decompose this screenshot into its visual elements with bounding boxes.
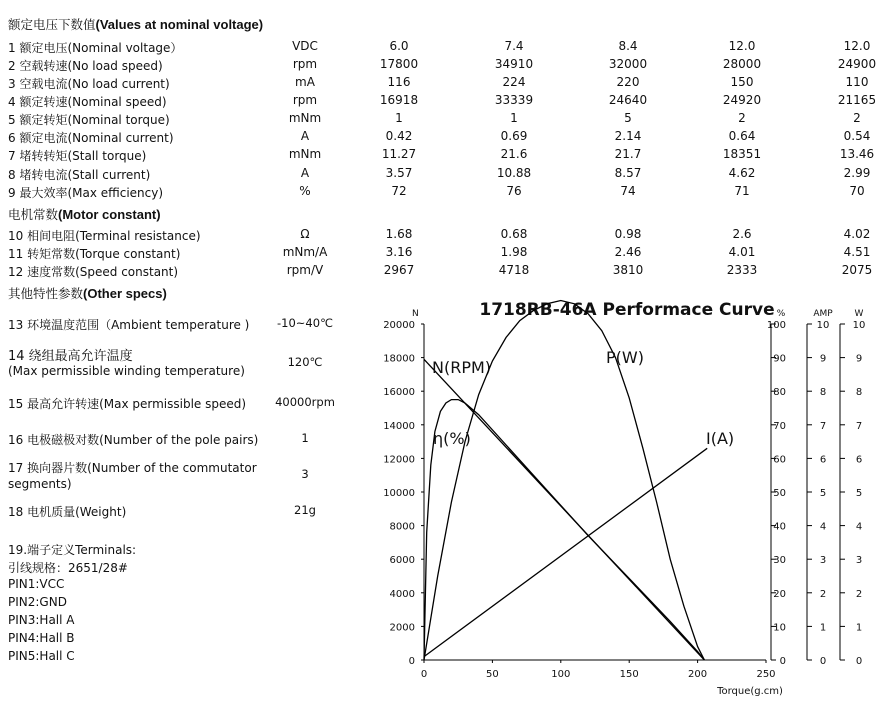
y-amp-axis-tick-label: 0	[819, 656, 827, 667]
row-label: 11 转矩常数(Torque constant)	[8, 247, 181, 261]
y-amp-axis-tick-label: 6	[819, 454, 827, 466]
spec-17-label: 17 换向器片数(Number of the commutator	[8, 461, 257, 475]
series-label-1: I(A)	[706, 429, 735, 448]
row-label: 6 额定电流(Nominal current)	[8, 131, 174, 145]
y-w-axis-tick-label: 0	[855, 656, 863, 667]
row-value: 24640	[608, 93, 648, 107]
x-tick-label: 50	[486, 669, 499, 680]
row-value: 76	[506, 184, 522, 198]
row-value: 6.0	[389, 39, 409, 53]
row-value: 4.62	[728, 166, 756, 180]
row-unit: A	[300, 129, 310, 143]
terminal-pin-2: PIN2:GND	[8, 595, 67, 609]
terminals-title: 19.端子定义Terminals:	[8, 543, 137, 557]
spec-14-label-en: (Max permissible winding temperature)	[8, 364, 245, 378]
row-value: 12.0	[728, 39, 756, 53]
y-pct-axis-tick-label: 100	[766, 320, 786, 331]
row-unit: Ω	[300, 227, 310, 241]
row-value: 2.6	[732, 227, 752, 241]
row-value: 110	[845, 75, 869, 89]
spec-13-label: 13 环境温度范围（Ambient temperature )	[8, 318, 250, 332]
row-value: 2967	[383, 263, 415, 277]
row-value: 1	[395, 111, 403, 125]
row-value: 21.7	[614, 147, 642, 161]
row-value: 34910	[494, 57, 534, 71]
row-unit: mNm	[288, 147, 322, 161]
row-value: 18351	[722, 147, 762, 161]
row-value: 13.46	[839, 147, 875, 161]
series-curve-2	[424, 301, 704, 661]
y-w-axis-tick-label: 5	[855, 488, 863, 499]
terminal-pin-1: PIN1:VCC	[8, 577, 65, 591]
y-amp-axis-tick-label: 2	[819, 588, 827, 600]
row-value: 70	[849, 184, 865, 198]
spec-15-value: 40000rpm	[275, 395, 335, 409]
row-value: 16918	[379, 93, 419, 107]
row-unit: A	[300, 166, 310, 180]
y-left-unit: N	[412, 309, 419, 319]
row-value: 71	[734, 184, 750, 198]
y-w-axis-tick-label: 10	[852, 320, 866, 331]
row-value: 21.6	[500, 147, 528, 161]
row-unit: rpm	[292, 57, 318, 71]
series-label-3: η(%)	[433, 429, 471, 448]
row-value: 0.64	[728, 129, 756, 143]
row-value: 5	[624, 111, 632, 125]
y-w-axis-tick-label: 9	[855, 353, 863, 365]
row-value: 10.88	[496, 166, 532, 180]
row-value: 0.68	[500, 227, 528, 241]
x-tick-label: 200	[688, 669, 708, 680]
x-tick-label: 150	[619, 669, 639, 680]
y-left-tick-label: 14000	[383, 420, 415, 432]
y-w-axis-tick-label: 4	[855, 521, 863, 533]
series-curve-1	[424, 448, 707, 656]
y-amp-axis-tick-label: 1	[819, 622, 827, 634]
row-value: 4718	[498, 263, 530, 277]
row-unit: %	[299, 184, 311, 198]
row-label: 9 最大效率(Max efficiency)	[8, 186, 164, 200]
row-label: 12 速度常数(Speed constant)	[8, 265, 179, 279]
y-pct-axis-unit: %	[776, 309, 786, 319]
y-amp-axis-tick-label: 7	[819, 420, 827, 432]
y-left-tick-label: 6000	[389, 555, 415, 567]
y-amp-axis-tick-label: 3	[819, 555, 827, 567]
row-unit: mNm/A	[282, 245, 328, 259]
y-amp-axis-tick-label: 9	[819, 353, 827, 365]
row-label: 7 堵转转矩(Stall torque)	[8, 149, 147, 163]
section-motor-constant-heading-en: (Motor constant)	[58, 207, 161, 222]
row-label: 4 额定转速(Nominal speed)	[8, 95, 167, 109]
y-pct-axis-tick-label: 90	[773, 353, 786, 365]
row-unit: mA	[295, 75, 315, 89]
y-left-tick-label: 16000	[383, 387, 415, 399]
series-label-0: N(RPM)	[432, 358, 492, 377]
row-value: 0.42	[385, 129, 413, 143]
spec-14-label: 14 绕组最高允许温度	[8, 349, 133, 364]
chart-title: 1718RB-46A Performace Curve	[479, 300, 775, 320]
row-value: 116	[387, 75, 411, 89]
y-pct-axis-tick-label: 10	[773, 622, 786, 634]
y-w-axis-unit: W	[854, 309, 864, 319]
row-value: 2	[738, 111, 746, 125]
y-amp-axis-tick-label: 5	[819, 488, 827, 499]
row-value: 2333	[726, 263, 758, 277]
spec-16-value: 1	[301, 431, 309, 445]
row-value: 1	[510, 111, 518, 125]
x-axis-label: Torque(g.cm)	[717, 686, 783, 697]
row-value: 24900	[837, 57, 877, 71]
x-tick-label: 100	[551, 669, 571, 680]
row-value: 150	[730, 75, 754, 89]
series-label-2: P(W)	[606, 348, 644, 367]
y-pct-axis-tick-label: 40	[773, 521, 786, 533]
row-value: 8.57	[614, 166, 642, 180]
y-w-axis-tick-label: 3	[855, 555, 863, 567]
row-value: 3.16	[385, 245, 413, 259]
row-value: 74	[620, 184, 636, 198]
row-label: 1 额定电压(Nominal voltage）	[8, 41, 183, 55]
terminal-pin-3: PIN3:Hall A	[8, 613, 75, 627]
row-value: 3.57	[385, 166, 413, 180]
row-label: 10 相间电阻(Terminal resistance)	[8, 229, 201, 243]
y-amp-axis-tick-label: 10	[816, 320, 830, 331]
terminal-pin-5: PIN5:Hall C	[8, 649, 75, 663]
row-label: 2 空载转速(No load speed)	[8, 59, 163, 73]
y-w-axis-tick-label: 1	[855, 622, 863, 634]
spec-16-label: 16 电极磁极对数(Number of the pole pairs)	[8, 433, 259, 447]
spec-14-value: 120℃	[287, 355, 323, 369]
row-value: 4.02	[843, 227, 871, 241]
row-label: 3 空载电流(No load current)	[8, 77, 170, 91]
y-left-tick-label: 2000	[389, 622, 415, 634]
spec-13-value: -10~40℃	[277, 316, 333, 330]
row-value: 0.98	[614, 227, 642, 241]
row-value: 8.4	[618, 39, 638, 53]
x-tick-label: 250	[756, 669, 776, 680]
y-left-tick-label: 12000	[383, 454, 415, 466]
section-motor-constant-heading-zh: 电机常数	[8, 207, 59, 222]
y-w-axis-tick-label: 8	[855, 387, 863, 399]
row-value: 24920	[722, 93, 762, 107]
row-value: 28000	[722, 57, 762, 71]
x-tick-label: 0	[420, 669, 428, 680]
y-amp-axis-unit: AMP	[813, 309, 833, 319]
row-value: 11.27	[381, 147, 417, 161]
spec-17-value: 3	[301, 467, 309, 481]
y-left-tick-label: 8000	[389, 521, 415, 533]
row-value: 32000	[608, 57, 648, 71]
row-value: 4.01	[728, 245, 756, 259]
row-value: 21165	[837, 93, 877, 107]
y-pct-axis-tick-label: 30	[773, 555, 786, 567]
row-value: 2.99	[843, 166, 871, 180]
section-nominal-heading-en: (Values at nominal voltage)	[95, 17, 264, 32]
row-value: 2.46	[614, 245, 642, 259]
row-unit: rpm	[292, 93, 318, 107]
y-left-tick-label: 4000	[389, 588, 415, 600]
section-nominal-heading-zh: 额定电压下数值	[8, 17, 96, 32]
y-pct-axis-tick-label: 70	[773, 420, 786, 432]
row-value: 12.0	[843, 39, 871, 53]
row-label: 5 额定转矩(Nominal torque)	[8, 113, 170, 127]
y-left-tick-label: 20000	[383, 320, 415, 331]
row-value: 224	[502, 75, 526, 89]
spec-17-label-cont: segments)	[8, 477, 72, 491]
y-amp-axis-tick-label: 4	[819, 521, 827, 533]
y-left-tick-label: 18000	[383, 353, 415, 365]
y-w-axis-tick-label: 6	[855, 454, 863, 466]
row-value: 1.98	[500, 245, 528, 259]
row-unit: rpm/V	[286, 263, 324, 277]
y-left-tick-label: 10000	[383, 488, 415, 499]
y-pct-axis-tick-label: 20	[773, 588, 786, 600]
spec-18-value: 21g	[294, 503, 316, 517]
row-value: 17800	[379, 57, 419, 71]
y-pct-axis-tick-label: 60	[773, 454, 786, 466]
spec-15-label: 15 最高允许转速(Max permissible speed)	[8, 397, 247, 411]
row-value: 3810	[612, 263, 644, 277]
y-amp-axis-tick-label: 8	[819, 387, 827, 399]
row-value: 0.69	[500, 129, 528, 143]
row-value: 2.14	[614, 129, 642, 143]
y-pct-axis-tick-label: 0	[779, 656, 786, 667]
y-w-axis-tick-label: 2	[855, 588, 863, 600]
section-other-specs-heading-en: (Other specs)	[83, 286, 167, 301]
terminal-pin-4: PIN4:Hall B	[8, 631, 75, 645]
y-w-axis-tick-label: 7	[855, 420, 863, 432]
row-value: 2	[853, 111, 861, 125]
row-value: 220	[616, 75, 640, 89]
row-label: 8 堵转电流(Stall current)	[8, 168, 151, 182]
y-left-tick-label: 0	[408, 656, 415, 667]
spec-18-label: 18 电机质量(Weight)	[8, 505, 127, 519]
row-value: 72	[391, 184, 407, 198]
row-value: 7.4	[504, 39, 524, 53]
row-value: 2075	[841, 263, 873, 277]
row-value: 0.54	[843, 129, 871, 143]
row-value: 4.51	[843, 245, 871, 259]
section-other-specs-heading-zh: 其他特性参数	[8, 286, 84, 301]
row-unit: VDC	[292, 39, 318, 53]
terminals-wire-spec: 引线规格：2651/28#	[8, 561, 128, 575]
row-value: 1.68	[385, 227, 413, 241]
y-pct-axis-tick-label: 80	[773, 387, 786, 399]
row-value: 33339	[494, 93, 534, 107]
row-unit: mNm	[288, 111, 322, 125]
y-pct-axis-tick-label: 50	[773, 488, 786, 499]
